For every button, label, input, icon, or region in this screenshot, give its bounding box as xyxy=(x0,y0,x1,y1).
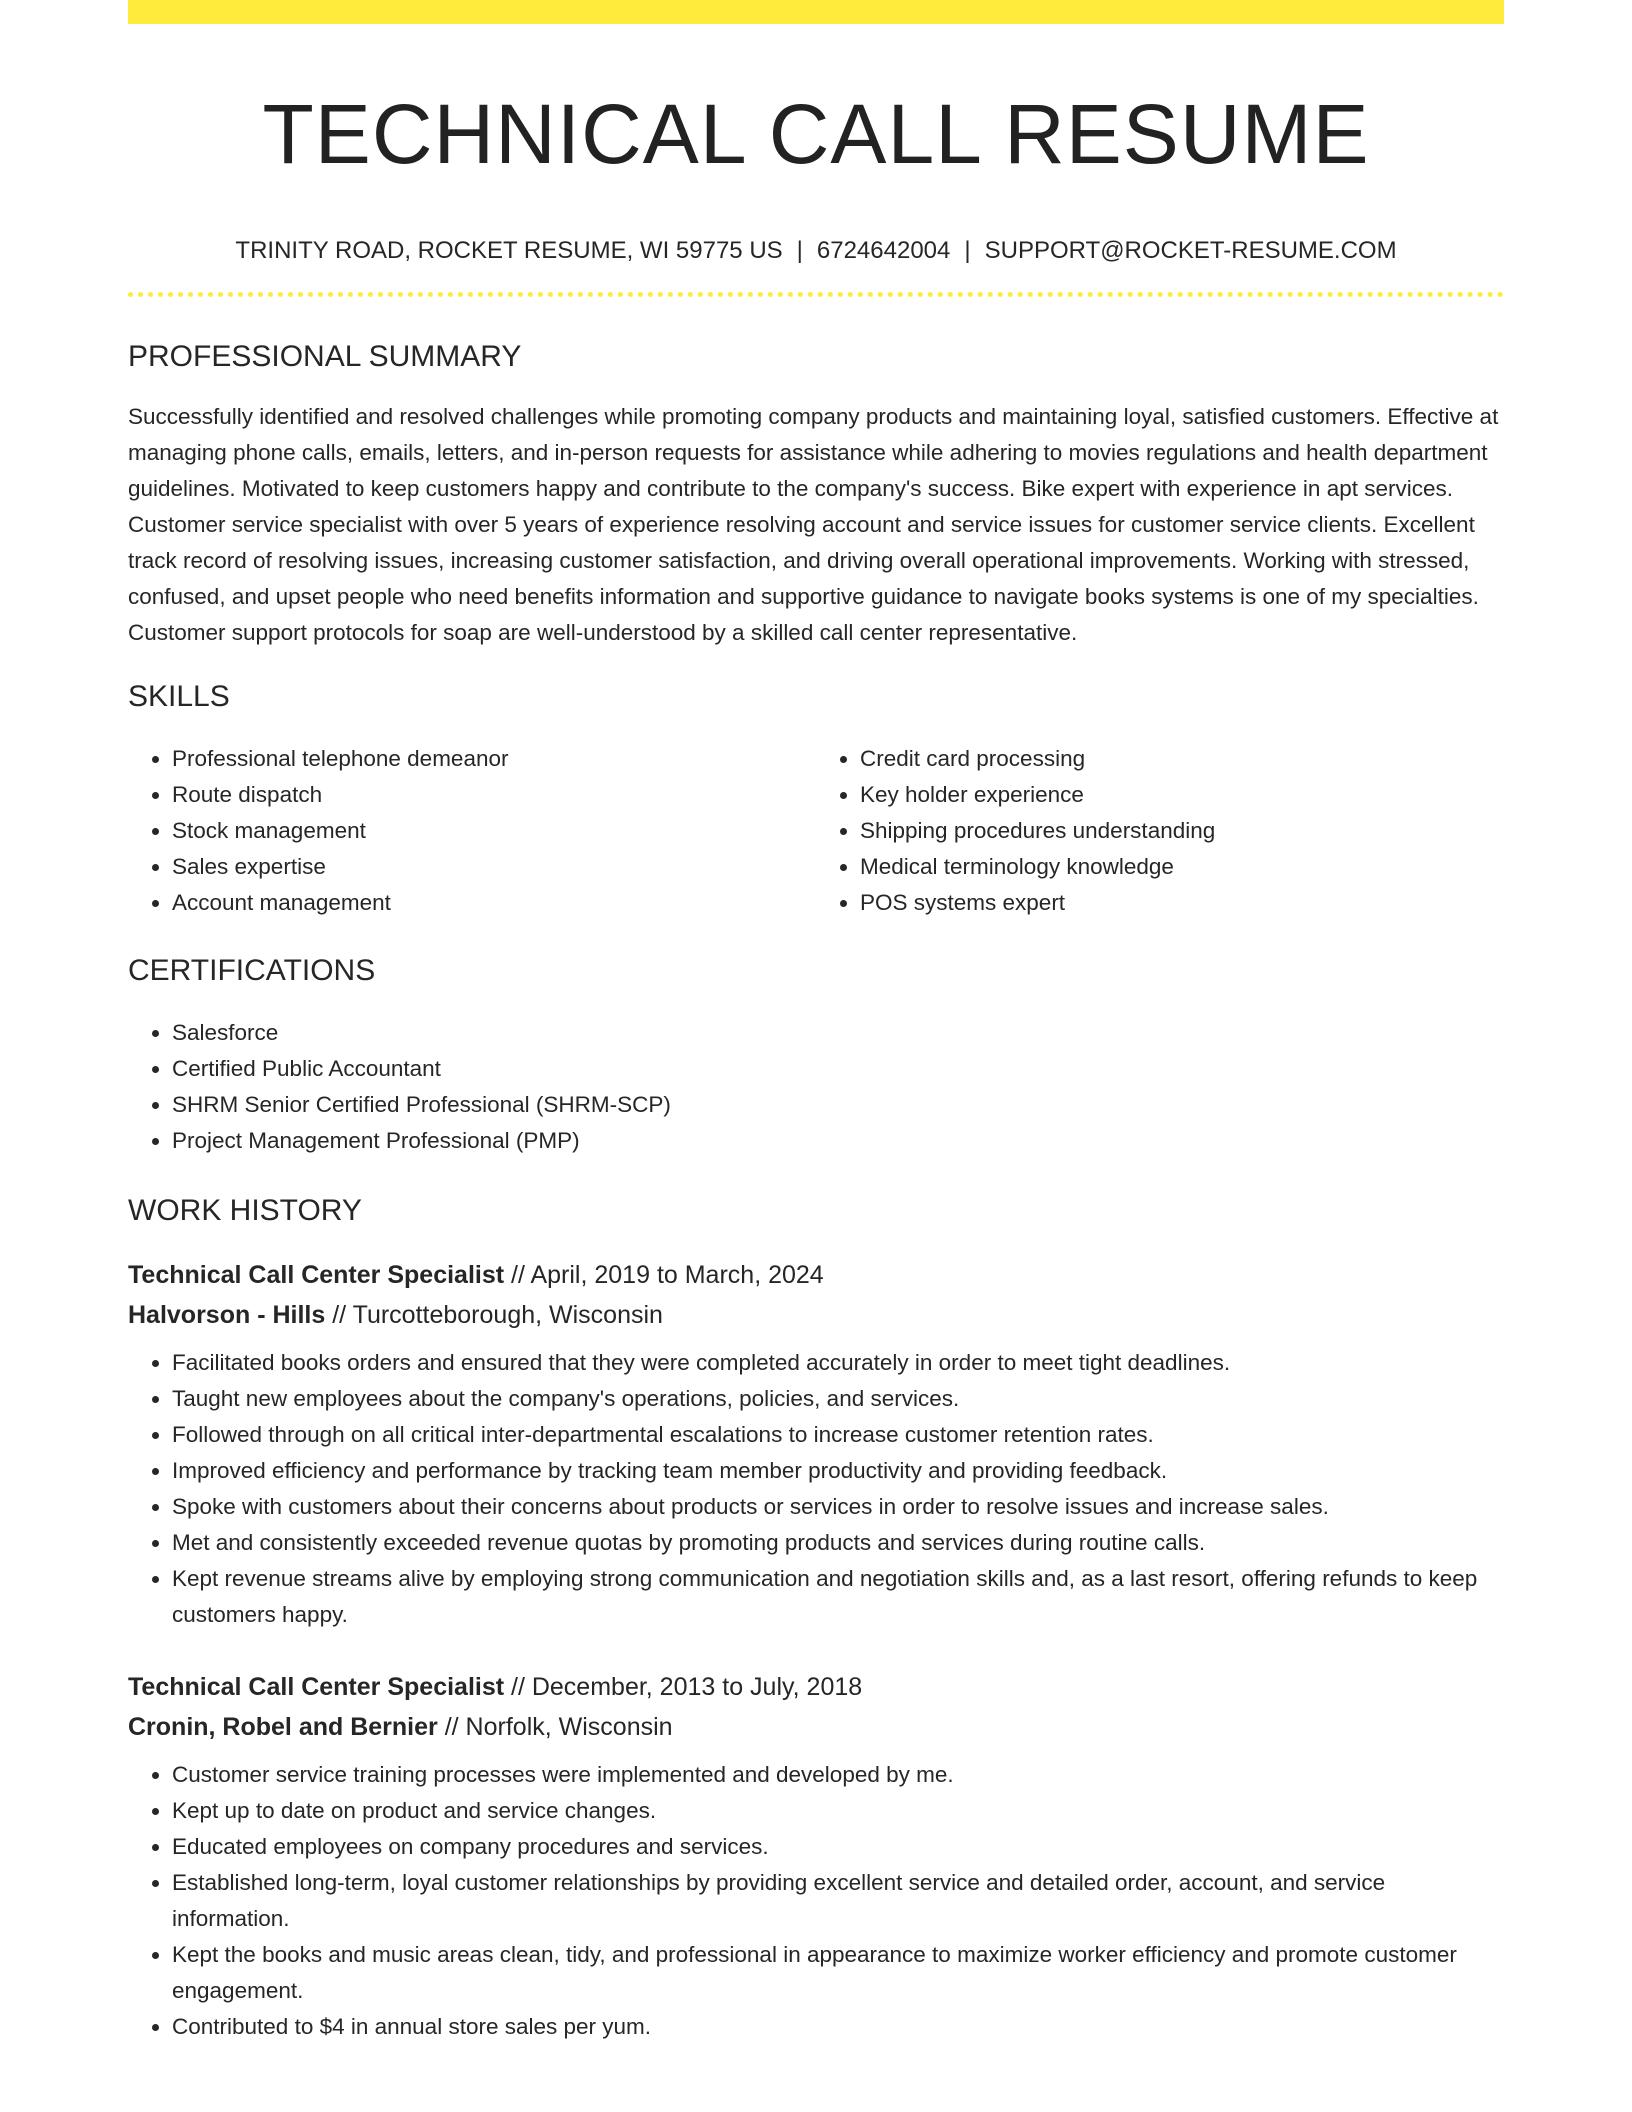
job-title-line xyxy=(128,1255,1504,1295)
skill-item: • Shipping procedures understanding xyxy=(860,813,1504,849)
job-role: Technical Call Center Specialist xyxy=(128,1673,505,1701)
skill-item: • Route dispatch xyxy=(172,777,816,813)
job-bullet: • Met and consistently exceeded revenue quotas by promoting products and services during routine calls. xyxy=(172,1525,1504,1561)
contact-address: TRINITY ROAD, ROCKET RESUME, WI 59775 US xyxy=(235,237,783,264)
skill-item: • Professional telephone demeanor xyxy=(172,741,816,777)
skills-columns xyxy=(128,741,1504,921)
job-title-line xyxy=(128,1667,1504,1707)
resume-page xyxy=(128,0,1504,2045)
job-entry xyxy=(128,1667,1504,2045)
skill-item: • POS systems expert xyxy=(860,885,1504,921)
job-location: // Turcotteborough, Wisconsin xyxy=(332,1301,663,1329)
skills-heading: SKILLS xyxy=(128,680,230,713)
job-bullet: • Kept the books and music areas clean, tidy, and professional in appearance to maximize worker efficiency and promote customer engagement. xyxy=(172,1937,1504,2009)
summary-text: Successfully identified and resolved challenges while promoting company products and maintaining loyal, satisfied customers. Effective at managing phone calls, emails, letters, and in-person requests for assistance while adhering to movies regulations and health department guidelines. Motivated to keep customers happy and contribute to the company's success. Bike expert with experience in apt services. Customer service specialist with over 5 years of experience resolving account and service issues for customer service clients. Excellent track record of resolving issues, increasing customer satisfaction, and driving overall operational improvements. Working with stressed, confused, and upset people who need benefits information and supportive guidance to navigate books systems is one of my specialties. Customer support protocols for soap are well-understood by a skilled call center representative. xyxy=(128,404,1499,645)
skill-item: • Medical terminology knowledge xyxy=(860,849,1504,885)
contact-separator: | xyxy=(964,237,971,264)
job-bullet: • Improved efficiency and performance by tracking team member productivity and providing feedback. xyxy=(172,1453,1504,1489)
resume-name: TECHNICAL CALL RESUME xyxy=(262,87,1370,181)
certification-item: • Project Management Professional (PMP) xyxy=(172,1123,1504,1159)
contact-separator: | xyxy=(796,237,803,264)
job-company: Cronin, Robel and Bernier xyxy=(128,1713,438,1741)
job-bullet: • Spoke with customers about their concerns about products or services in order to resolve issues and increase sales. xyxy=(172,1489,1504,1525)
job-company: Halvorson - Hills xyxy=(128,1301,326,1329)
job-company-line xyxy=(128,1295,1504,1335)
job-bullet: • Kept up to date on product and service changes. xyxy=(172,1793,1504,1829)
skills-list-right xyxy=(816,741,1504,921)
certification-item: • Salesforce xyxy=(172,1015,1504,1051)
skill-item: • Credit card processing xyxy=(860,741,1504,777)
job-bullet: • Established long-term, loyal customer relationships by providing excellent service and detailed order, account, and service information. xyxy=(172,1865,1504,1937)
certification-item: • Certified Public Accountant xyxy=(172,1051,1504,1087)
work-history-heading: WORK HISTORY xyxy=(128,1194,362,1227)
accent-top-bar xyxy=(128,0,1504,24)
job-dates: // December, 2013 to July, 2018 xyxy=(511,1673,863,1701)
dotted-divider xyxy=(128,292,1504,297)
job-bullet: • Educated employees on company procedures and services. xyxy=(172,1829,1504,1865)
job-bullet: • Kept revenue streams alive by employing strong communication and negotiation skills and, as a last resort, offering refunds to keep customers happy. xyxy=(172,1561,1504,1633)
job-bullet: • Taught new employees about the company's operations, policies, and services. xyxy=(172,1381,1504,1417)
contact-line xyxy=(128,236,1504,266)
contact-phone: 6724642004 xyxy=(816,237,951,264)
summary-heading: PROFESSIONAL SUMMARY xyxy=(128,340,522,373)
job-role: Technical Call Center Specialist xyxy=(128,1261,505,1289)
certification-item: • SHRM Senior Certified Professional (SHRM-SCP) xyxy=(172,1087,1504,1123)
job-company-line xyxy=(128,1707,1504,1747)
skills-list-left xyxy=(128,741,816,921)
skill-item: • Account management xyxy=(172,885,816,921)
skill-item: • Stock management xyxy=(172,813,816,849)
contact-email: SUPPORT@ROCKET-RESUME.COM xyxy=(984,237,1397,264)
job-bullets xyxy=(128,1757,1504,2045)
job-bullet: • Followed through on all critical inter-departmental escalations to increase customer retention rates. xyxy=(172,1417,1504,1453)
job-bullet: • Contributed to $4 in annual store sales per yum. xyxy=(172,2009,1504,2045)
job-bullet: • Facilitated books orders and ensured that they were completed accurately in order to meet tight deadlines. xyxy=(172,1345,1504,1381)
job-bullets xyxy=(128,1345,1504,1633)
skill-item: • Sales expertise xyxy=(172,849,816,885)
job-dates: // April, 2019 to March, 2024 xyxy=(511,1261,824,1289)
job-location: // Norfolk, Wisconsin xyxy=(444,1713,673,1741)
skill-item: • Key holder experience xyxy=(860,777,1504,813)
certifications-heading: CERTIFICATIONS xyxy=(128,954,376,987)
certifications-list xyxy=(128,1015,1504,1159)
job-entry xyxy=(128,1255,1504,1633)
job-bullet: • Customer service training processes were implemented and developed by me. xyxy=(172,1757,1504,1793)
